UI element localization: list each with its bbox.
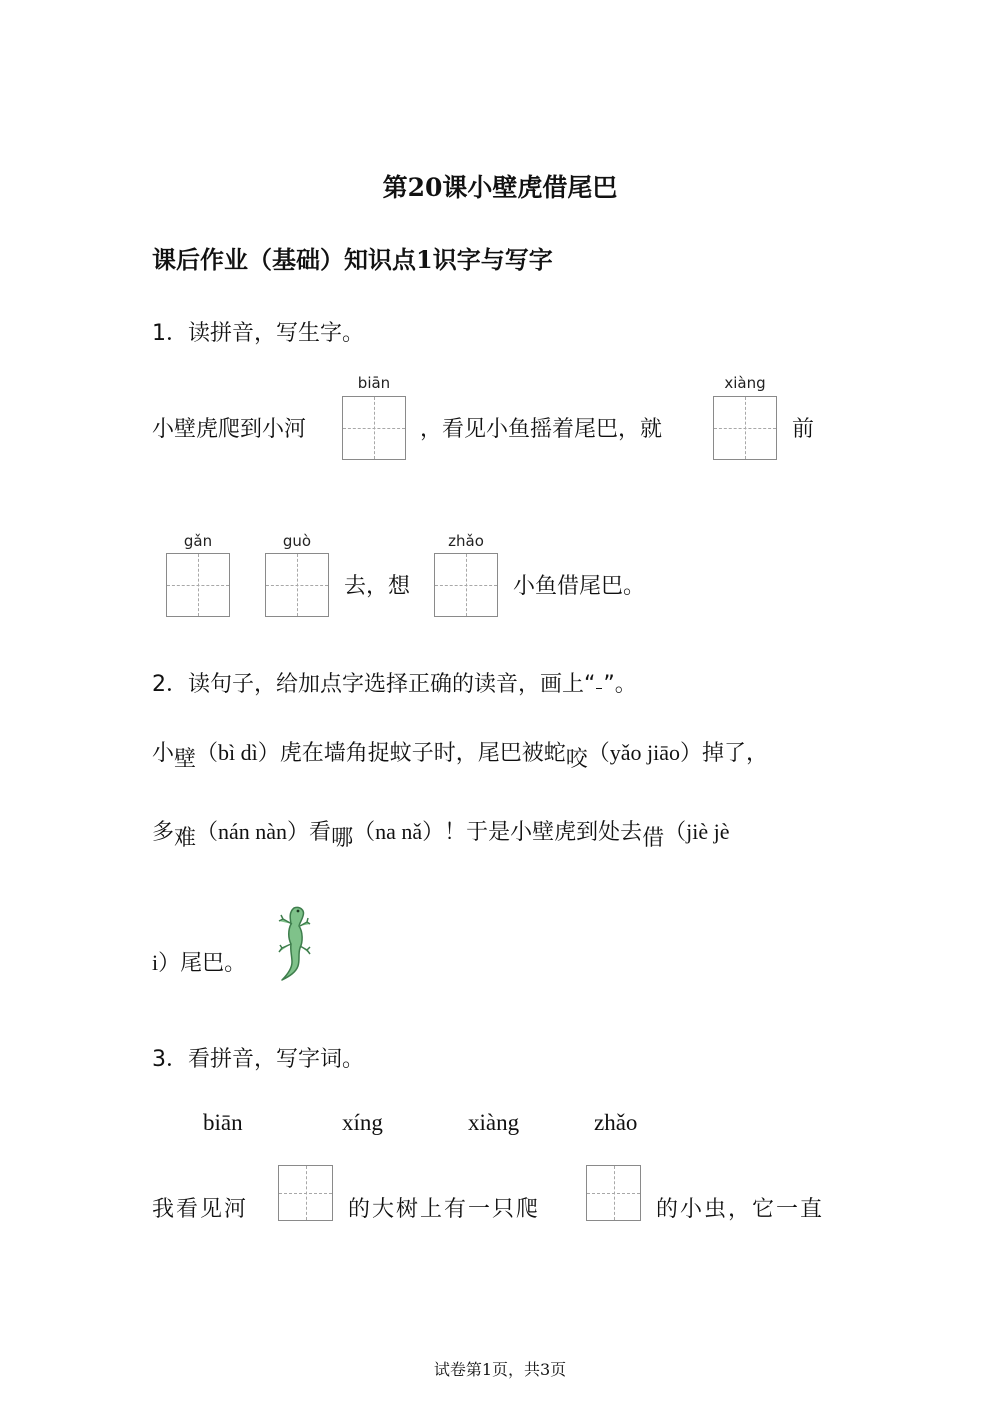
q2-l1-c: （bì dì）虎在墙角捉蚊子时，尾巴被蛇 [196,740,566,765]
pinyin-zhao: zhǎo [448,532,484,550]
q3-pinyin-1: biān [203,1110,243,1135]
q1-line1-text-a: 小壁虎爬到小河 [152,417,307,442]
q3-writing-box-2[interactable] [586,1165,641,1221]
q1-prompt: 1．读拼音，写生字。 [152,321,364,346]
q2-l1-e: （yǎo jiāo）掉了， [587,740,769,765]
dotted-char-yao: 咬 [565,747,588,772]
pinyin-bian: biān [357,374,391,392]
writing-box-bian[interactable] [342,396,406,460]
dotted-char-na: 哪 [331,826,354,851]
q3-prompt: 3．看拼音，写字词。 [152,1047,364,1072]
page-footer: 试卷第1页，共3页 [433,1360,567,1379]
q3-pinyin-2: xíng [342,1110,383,1135]
section-heading: 课后作业（基础）知识点1识字与写字 [152,245,553,274]
q3-pinyin-3: xiàng [468,1110,520,1135]
dotted-char-jie: 借 [642,826,665,851]
q2-l2-e: （na nǎ）！于是小壁虎到处去 [353,819,643,844]
gecko-icon [270,902,314,984]
q2-prompt-text-b: ”。 [603,672,637,697]
writing-box-gan[interactable] [166,553,230,617]
q2-l2-c: （nán nàn）看 [196,819,332,844]
q2-prompt-text-a: 2．读句子，给加点字选择正确的读音，画上“ [152,672,596,697]
writing-box-xiang[interactable] [713,396,777,460]
q3-line-text-a: 我看见河 [152,1197,249,1222]
q2-prompt [152,667,637,698]
underline-mark-icon [596,688,602,689]
page-title: 第20课小壁虎借尾巴 [382,173,618,202]
writing-box-guo[interactable] [265,553,329,617]
pinyin-guo: guò [282,532,312,550]
q1-line2-text-b: 小鱼借尾巴。 [513,574,646,599]
q2-line3: i）尾巴。 [152,950,247,975]
q2-l2-a: 多 [152,820,175,845]
pinyin-gan: gǎn [183,532,213,550]
q1-line1-text-c: 前 [792,417,815,442]
q1-line1-text-b: ，看见小鱼摇着尾巴，就 [420,417,663,442]
q1-line2-text-a: 去，想 [344,574,411,599]
q2-l2-g: （jiè jè [664,819,730,844]
writing-box-zhao[interactable] [434,553,498,617]
q3-writing-box-1[interactable] [278,1165,333,1221]
q2-line1 [152,736,768,773]
pinyin-xiang: xiàng [724,374,766,392]
dotted-char-nan: 难 [174,826,197,851]
dotted-char-bi: 壁 [174,747,197,772]
q3-line-text-b: 的大树上有一只爬 [348,1197,541,1222]
q3-line-text-c: 的小虫，它一直 [656,1197,825,1222]
q2-line2 [152,815,730,852]
q3-pinyin-4: zhǎo [594,1110,638,1135]
q2-l1-a: 小 [152,741,175,766]
